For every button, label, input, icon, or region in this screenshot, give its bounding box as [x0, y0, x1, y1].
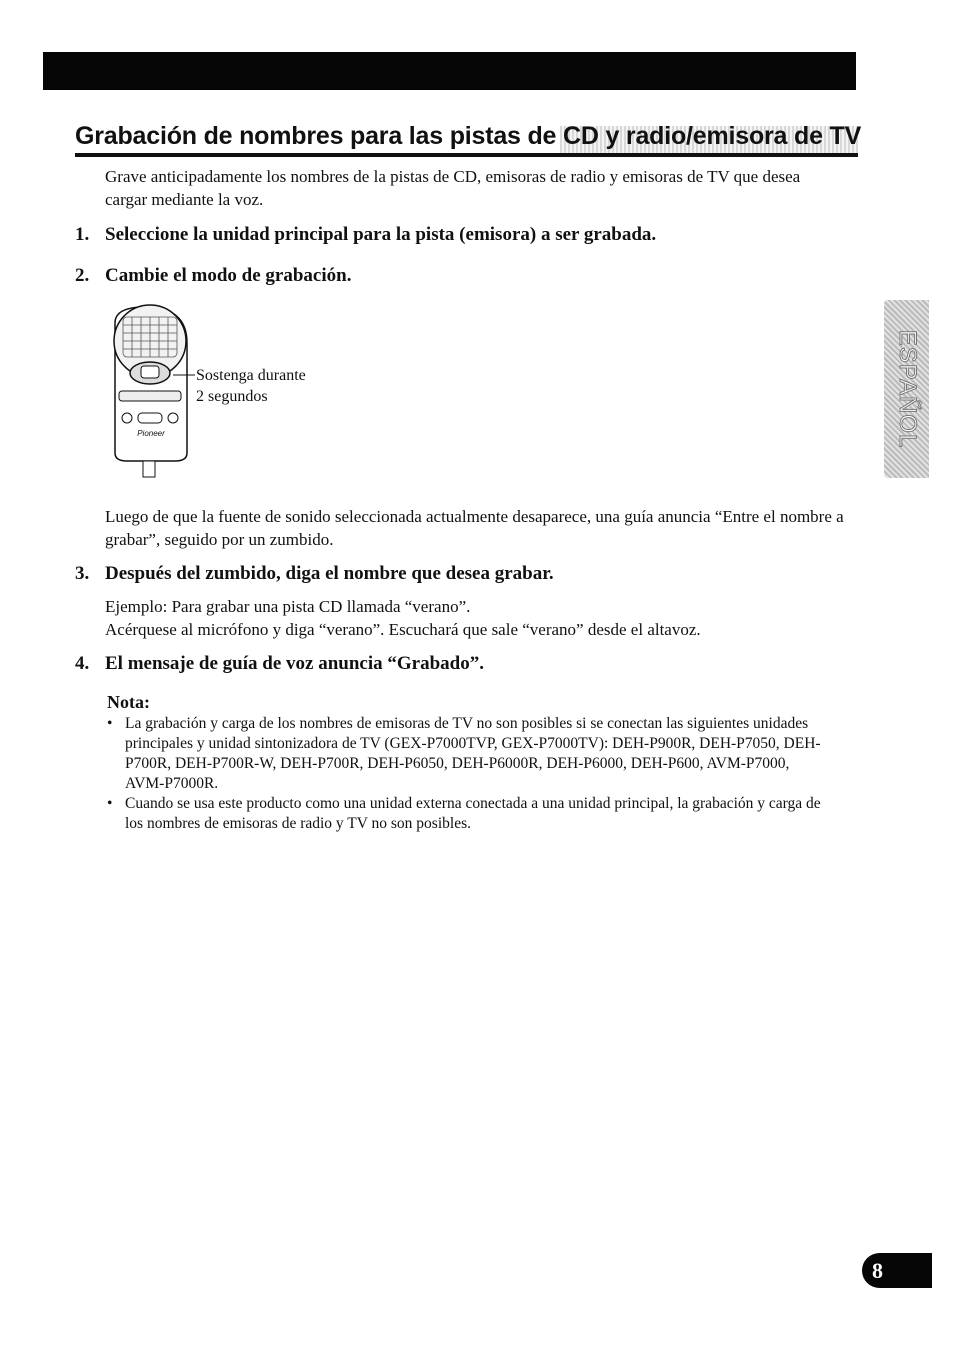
- step-4: [75, 653, 484, 675]
- brand-logo: Pioneer: [137, 429, 165, 438]
- step-1: [75, 224, 656, 246]
- voice-remote-illustration: [105, 303, 195, 481]
- after-step2-paragraph: Luego de que la fuente de sonido seleccionada actualmente desaparece, una guía anuncia “Entre el nombre a grabar”, seguido por un zumbido.: [105, 507, 844, 549]
- page-number: 8: [872, 1258, 883, 1283]
- language-tab-label: ESPAÑOL: [893, 329, 921, 449]
- step-text: Después del zumbido, diga el nombre que desea grabar.: [105, 563, 554, 584]
- step-number: 4.: [75, 653, 90, 674]
- callout-line-2: 2 segundos: [196, 388, 268, 405]
- note-heading: Nota:: [107, 692, 150, 712]
- step-number: 3.: [75, 563, 90, 584]
- section-title: Grabación de nombres para las pistas de CD y radio/emisora de TV: [75, 122, 862, 150]
- step-text: Seleccione la unidad principal para la pista (emisora) a ser grabada.: [105, 224, 657, 245]
- step-text: Cambie el modo de grabación.: [105, 265, 352, 286]
- header-bar: [43, 52, 856, 90]
- step-number: 1.: [75, 224, 90, 245]
- example-line-2: Acérquese al micrófono y diga “verano”. Escuchará que sale “verano” desde el altavoz.: [105, 620, 701, 639]
- note-text: Cuando se usa este producto como una unidad externa conectada a una unidad principal, la grabación y carga de los nombres de emisoras de radio y TV no son posibles.: [125, 795, 821, 832]
- note-item: [107, 714, 827, 794]
- note-text: La grabación y carga de los nombres de emisoras de TV no son posibles si se conectan las siguientes unidades principales y unidad sintonizadora de TV (GEX-P7000TVP, GEX-P7000TV): DEH-P900R, DEH-P7050, DEH-P700R, DEH-P700R-W, DEH-P700R, DEH-P6050, DEH-P6000R, DEH-P6000, DEH-P600, AVM-P7000, AVM-P7000R.: [125, 715, 821, 792]
- note-list: [107, 714, 827, 834]
- bullet: •: [107, 715, 113, 732]
- step-text: El mensaje de guía de voz anuncia “Grabado”.: [105, 653, 484, 674]
- language-tab: [884, 300, 929, 478]
- callout-line-1: Sostenga durante: [196, 367, 306, 384]
- note-item: [107, 794, 827, 834]
- step-number: 2.: [75, 265, 90, 286]
- bullet: •: [107, 795, 113, 812]
- intro-paragraph: Grave anticipadamente los nombres de la pistas de CD, emisoras de radio y emisoras de TV que desea cargar mediante la voz.: [105, 167, 801, 209]
- step-2: [75, 265, 351, 287]
- step-3: [75, 563, 554, 585]
- step3-example: [105, 595, 845, 641]
- example-line-1: Ejemplo: Para grabar una pista CD llamada “verano”.: [105, 597, 471, 616]
- title-underline: [75, 153, 858, 157]
- illustration-callout: [196, 365, 306, 407]
- page-number-badge: [862, 1253, 932, 1288]
